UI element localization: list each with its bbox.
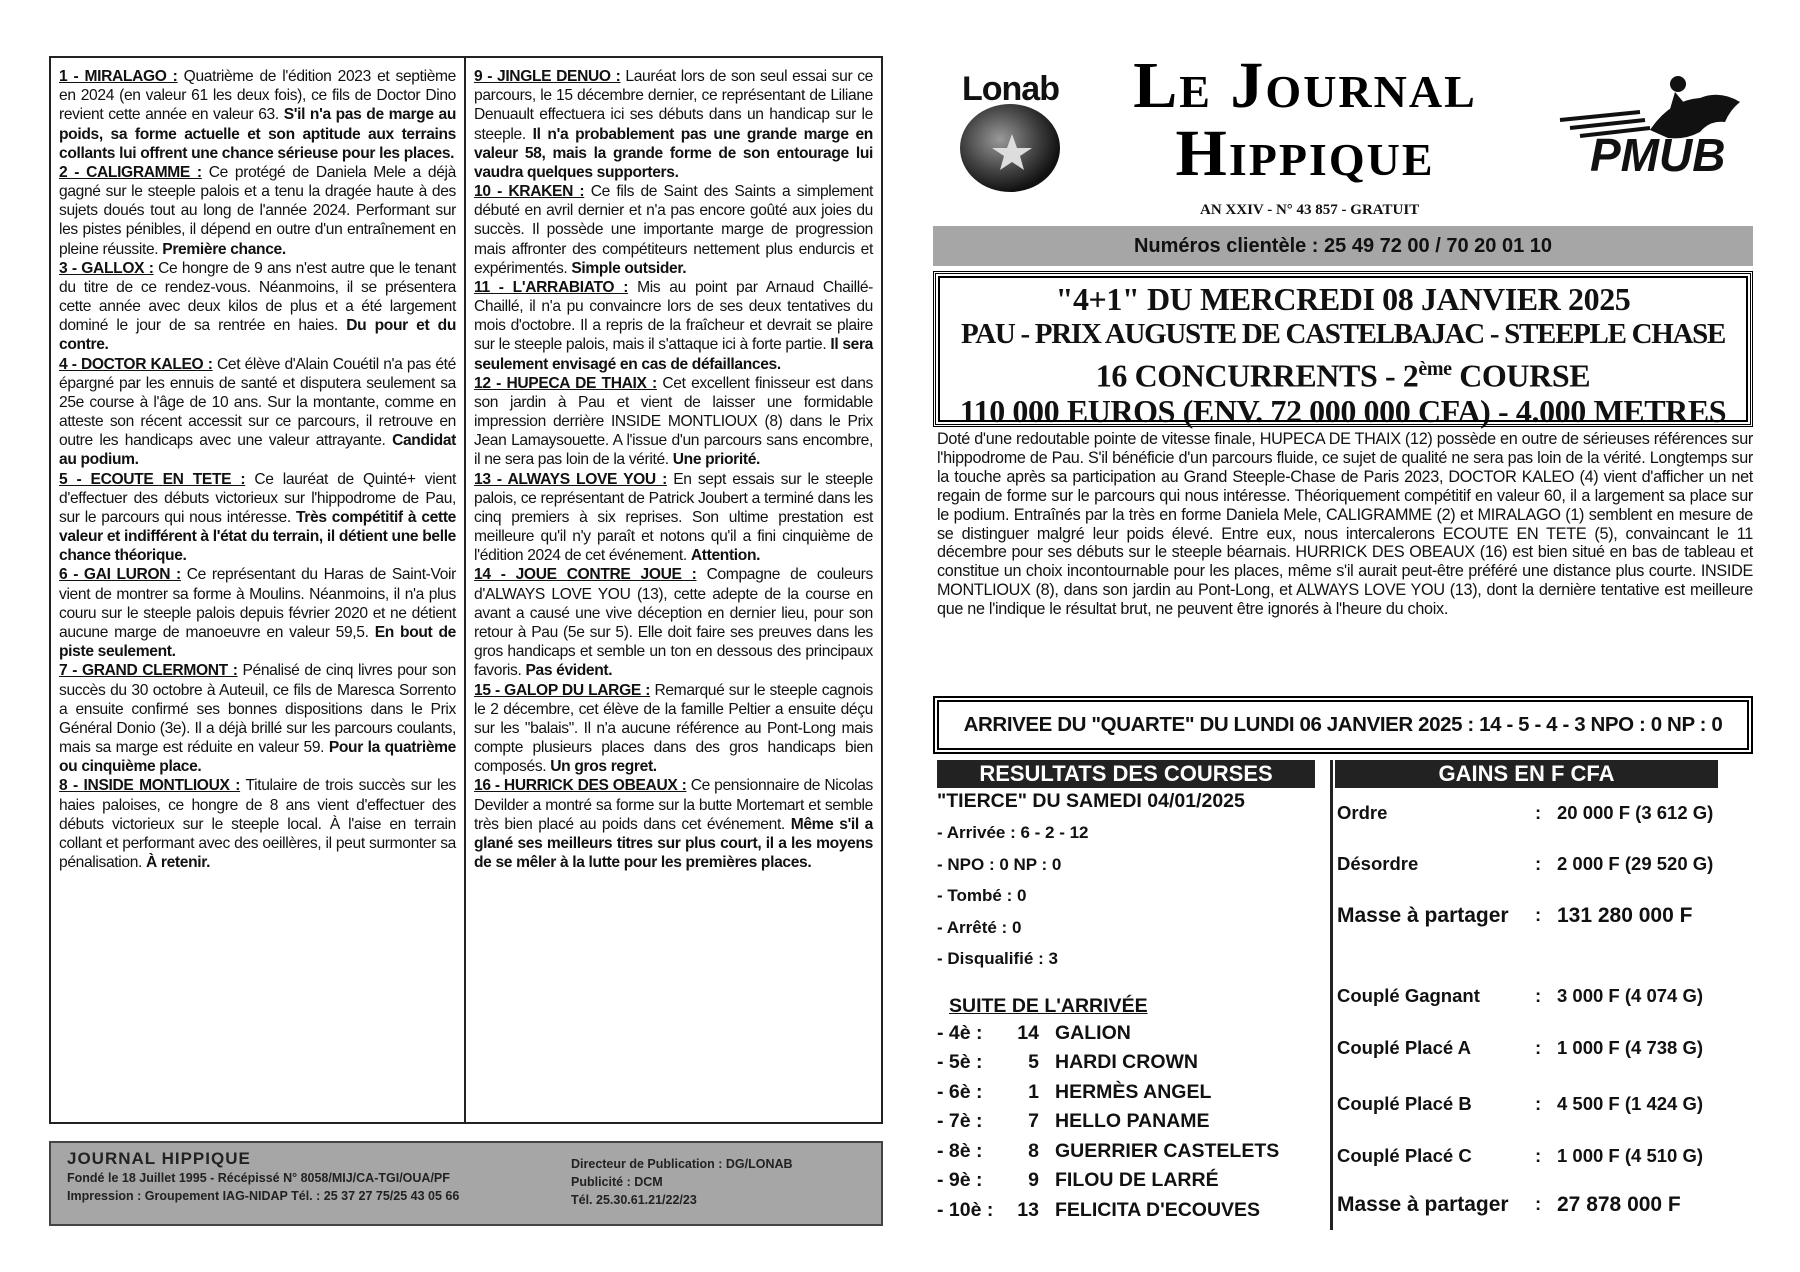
quarte-arrival: ARRIVEE DU "QUARTE" DU LUNDI 06 JANVIER 2025 : 14 - 5 - 4 - 3 NPO : 0 NP : 0 bbox=[933, 696, 1753, 754]
journal-title: Le Journal Hippique bbox=[1133, 49, 1477, 190]
publication-footer bbox=[49, 1141, 883, 1226]
result-item: - Arrivée : 6 - 2 - 12 bbox=[937, 823, 1089, 842]
suite-row: - 8è : 8 GUERRIER CASTELETS bbox=[937, 1139, 1280, 1162]
footer-founded: Fondé le 18 Juillet 1995 - Récépissé N° 8058/MIJ/CA-TGI/OUA/PF bbox=[67, 1171, 450, 1185]
suite-row: - 5è : 5 HARDI CROWN bbox=[937, 1051, 1198, 1073]
gain-row: Couplé Gagnant : 3 000 F (4 074 G) bbox=[1337, 985, 1704, 1006]
column-divider bbox=[1330, 760, 1333, 1230]
tierce-title: "TIERCE" DU SAMEDI 04/01/2025 bbox=[937, 790, 1245, 812]
race-commentary: Doté d'une redoutable pointe de vitesse finale, HUPECA DE THAIX (12) possède en outre de sérieuses références sur l'hippodrome de Pau. S'il bénéficie d'un parcours fluide, ce sujet de qualité ne sera pas loin de la vérité. Longtemps sur la touche après sa participation au Grand Steeple-Chase de Paris 2023, DOCTOR KALEO (4) vient d'afficher un net regain de forme sur le parcours qui nous intéresse. Théoriquement compétitif en valeur 60, il a largement sa place sur le podium. Entraînés par la très en forme Daniela Mele, CALIGRAMME (2) et MIRALAGO (1) semblent en mesure de se distinguer malgré leur poids élevé. Entre eux, nous intercalerons ECOUTE EN TETE (5), convaincant le 11 décembre pour ses débuts sur le steeple béarnais. HURRICK DES OBEAUX (16) est bien situé en bas de tableau et constitue un choix incontournable pour les places, même s'il aurait peut-être préféré une distance plus courte. INSIDE MONTLIOUX (8), dans son jardin au Pont-Long, et ALWAYS LOVE YOU (13), dont la dernière tentative est meilleure que ne l'indique le résultat brut, ne peuvent être ignorés à l'heure du choix. bbox=[937, 430, 1753, 619]
event-race: PAU - PRIX AUGUSTE DE CASTELBAJAC - STEEPLE CHASE bbox=[960, 318, 1726, 350]
gain-row: Masse à partager : 27 878 000 F bbox=[1337, 1193, 1681, 1216]
horse-entry: 12 - HUPECA DE THAIX : Cet excellent finisseur est dans son jardin à Pau et vient de laisser une formidable impression derrière INSIDE MONTLIOUX (8) dans le Prix Jean Lamaysouette. A l'issue d'un parcours sans encombre, il ne sera pas loin de la vérité. Une priorité. bbox=[474, 374, 874, 469]
horse-entry: 15 - GALOP DU LARGE : Remarqué sur le steeple cagnois le 2 décembre, cet élève de la famille Peltier a ensuite déçu sur les "balais". Il n'a aucune référence au Pont-Long mais compte plusieurs places dans des gros handicaps bien composés. Un gros regret. bbox=[474, 681, 873, 776]
event-runners: 16 CONCURRENTS - 2ème COURSE bbox=[1095, 357, 1591, 394]
suite-row: - 7è : 7 HELLO PANAME bbox=[937, 1110, 1210, 1132]
horse-entry: 3 - GALLOX : Ce hongre de 9 ans n'est autre que le tenant du titre de ce rendez-vous. Néanmoins, il se présentera cette année avec deux kilos de plus et a été largement dominé le jour de sa rentrée en haies. Du pour et du contre. bbox=[59, 259, 456, 354]
horse-entry: 13 - ALWAYS LOVE YOU : En sept essais sur le steeple palois, ce représentant de Patrick Joubert a terminé dans les cinq premiers à six reprises. Son ultime prestation est meilleure qu'il n'y paraît et notons qu'il a fini cinquième de l'édition 2024 de cet événement. Attention. bbox=[474, 470, 873, 565]
footer-advertising: Publicité : DCM bbox=[571, 1175, 663, 1189]
suite-row: - 4è : 14 GALION bbox=[937, 1021, 1131, 1044]
event-header bbox=[933, 271, 1753, 427]
gain-row: Désordre : 2 000 F (29 520 G) bbox=[1337, 853, 1714, 874]
horse-entry: 14 - JOUE CONTRE JOUE : Compagne de couleurs d'ALWAYS LOVE YOU (13), cette adepte de la course en avant a causé une vive déception en dernier lieu, pour son retour à Pau (5e sur 5). Elle doit faire ses preuves dans les gros handicaps et semble un ton en dessous des principaux favoris. Pas évident. bbox=[474, 566, 873, 680]
results-section bbox=[937, 790, 1327, 1225]
gain-row: Ordre : 20 000 F (3 612 G) bbox=[1337, 802, 1714, 823]
footer-title: JOURNAL HIPPIQUE bbox=[67, 1149, 251, 1168]
horse-entry: 4 - DOCTOR KALEO : Cet élève d'Alain Couétil n'a pas été épargné par les ennuis de santé et disputera seulement sa 25e course à l'âge de 10 ans. Sur la montante, comme en atteste son récent accessit sur ce parcours, il retrouve en outre les handicaps avec une valeur attrayante. Candidat au podium. bbox=[59, 355, 456, 469]
suite-row: - 10è : 13 FELICITA D'ECOUVES bbox=[937, 1198, 1261, 1221]
horse-entry: 10 - KRAKEN : Ce fils de Saint des Saints a simplement débuté en avril dernier et n'a pas encore goûté aux joies du succès. Il possède une importante marge de progression mais affronter des compétiteurs nettement plus endurcis et expérimentés. Simple outsider. bbox=[474, 183, 873, 277]
masthead bbox=[940, 50, 1760, 225]
horse-entry: 9 - JINGLE DENUO : Lauréat lors de son seul essai sur ce parcours, le 15 décembre dernier, ce représentant de Liliane Denuault effectuera ici ses débuts dans un handicap sur le steeple. Il n'a probablement pas une grande marge en valeur 58, mais la grande forme de son entourage lui vaudra quelques supporters. bbox=[474, 68, 873, 181]
gain-row: Couplé Placé C : 1 000 F (4 510 G) bbox=[1337, 1145, 1704, 1166]
suite-row: - 6è : 1 HERMÈS ANGEL bbox=[937, 1080, 1212, 1103]
suite-row: - 9è : 9 FILOU DE LARRÉ bbox=[937, 1169, 1219, 1191]
horse-entry: 8 - INSIDE MONTLIOUX : Titulaire de trois succès sur les haies paloises, ce hongre de 8 ans vient d'effectuer des débuts victorieux sur le steeple local. À l'aise en terrain collant et performant avec des oeillères, il peut surmonter sa pénalisation. À retenir. bbox=[59, 777, 456, 872]
result-item: - NPO : 0 NP : 0 bbox=[937, 854, 1062, 874]
pmub-wordmark: PMUB bbox=[1590, 129, 1726, 181]
horse-entry: 2 - CALIGRAMME : Ce protégé de Daniela Mele a déjà gagné sur le steeple palois et a tenu la dragée haute à des sujets doués tout au long de l'année 2024. Performant sur les pistes pénibles, il dépend en outre d'un entraînement en pleine réussite. Première chance. bbox=[59, 163, 456, 258]
result-item: - Disqualifié : 3 bbox=[937, 949, 1058, 968]
footer-director: Directeur de Publication : DG/LONAB bbox=[571, 1157, 793, 1171]
gain-row: Couplé Placé A : 1 000 F (4 738 G) bbox=[1337, 1037, 1704, 1058]
result-item: - Arrêté : 0 bbox=[937, 917, 1022, 937]
horse-entry: 1 - MIRALAGO : Quatrième de l'édition 2023 et septième en 2024 (en valeur 61 les deux fois), ce fils de Doctor Dino revient cette année en valeur 63. S'il n'a pas de marge au poids, sa forme actuelle et son aptitude aux terrains collants lui offrent une chance sérieuse pour les places. bbox=[59, 68, 456, 162]
gain-row: Masse à partager : 131 280 000 F bbox=[1337, 904, 1693, 927]
horse-entry: 11 - L'ARRABIATO : Mis au point par Arnaud Chaillé-Chaillé, il n'a pu convaincre lors de ses deux tentatives du mois d'octobre. Il a repris de la fraîcheur et devrait se plaire sur le steeple palois, mais il s'attaque ici à forte partie. Il sera seulement envisagé en cas de défaillances. bbox=[474, 278, 874, 373]
gains-header: GAINS EN F CFA bbox=[1335, 760, 1718, 788]
issue-line: AN XXIV - N° 43 857 - GRATUIT bbox=[1200, 202, 1420, 218]
client-numbers-bar: Numéros clientèle : 25 49 72 00 / 70 20 01 10 bbox=[933, 226, 1753, 266]
footer-printing: Impression : Groupement IAG-NIDAP Tél. : 25 37 27 75/25 43 05 66 bbox=[67, 1189, 460, 1203]
footer-phone: Tél. 25.30.61.21/22/23 bbox=[571, 1193, 697, 1207]
results-header: RESULTATS DES COURSES bbox=[937, 760, 1315, 788]
suite-title: SUITE DE L'ARRIVÉE bbox=[949, 994, 1148, 1017]
commentary-column-2 bbox=[466, 58, 881, 1122]
gain-row: Couplé Placé B : 4 500 F (1 424 G) bbox=[1337, 1093, 1704, 1114]
commentary-column-1 bbox=[51, 58, 466, 1122]
horse-entry: 7 - GRAND CLERMONT : Pénalisé de cinq livres pour son succès du 30 octobre à Auteuil, ce fils de Maresca Sorrento a ensuite confirmé ses bonnes dispositions dans le Prix Général Donio (3e). Il a déjà brillé sur les parcours coulants, mais sa marge est réduite en valeur 59. Pour la quatrième ou cinquième place. bbox=[59, 662, 457, 776]
lonab-wordmark: Lonab bbox=[962, 70, 1059, 108]
horse-entry: 6 - GAI LURON : Ce représentant du Haras de Saint-Voir vient de montrer sa forme à Moulins. Néanmoins, il n'a plus couru sur le steeple palois depuis février 2020 et ne détient aucune marge de manoeuvre en valeur 59,5. En bout de piste seulement. bbox=[59, 566, 456, 661]
horse-commentary-box bbox=[49, 56, 883, 1124]
horse-entry: 16 - HURRICK DES OBEAUX : Ce pensionnaire de Nicolas Devilder a montré sa forme sur la butte Mortemart et semble très bien placé au poids dans cet événement. Même s'il a glané ses meilleurs titres sur plus court, il a les moyens de se mêler à la lutte pour les premières places. bbox=[474, 777, 873, 872]
event-prize: 110 000 EUROS (ENV. 72 000 000 CFA) - 4.000 METRES bbox=[959, 392, 1727, 429]
horse-entry: 5 - ECOUTE EN TETE : Ce lauréat de Quinté+ vient d'effectuer des débuts victorieux sur l'hippodrome de Pau, sur le parcours qui nous intéresse. Très compétitif à cette valeur et indifférent à l'état du terrain, il détient une belle chance théorique. bbox=[59, 470, 457, 565]
result-item: - Tombé : 0 bbox=[937, 886, 1027, 905]
event-date: "4+1" DU MERCREDI 08 JANVIER 2025 bbox=[1055, 281, 1631, 317]
